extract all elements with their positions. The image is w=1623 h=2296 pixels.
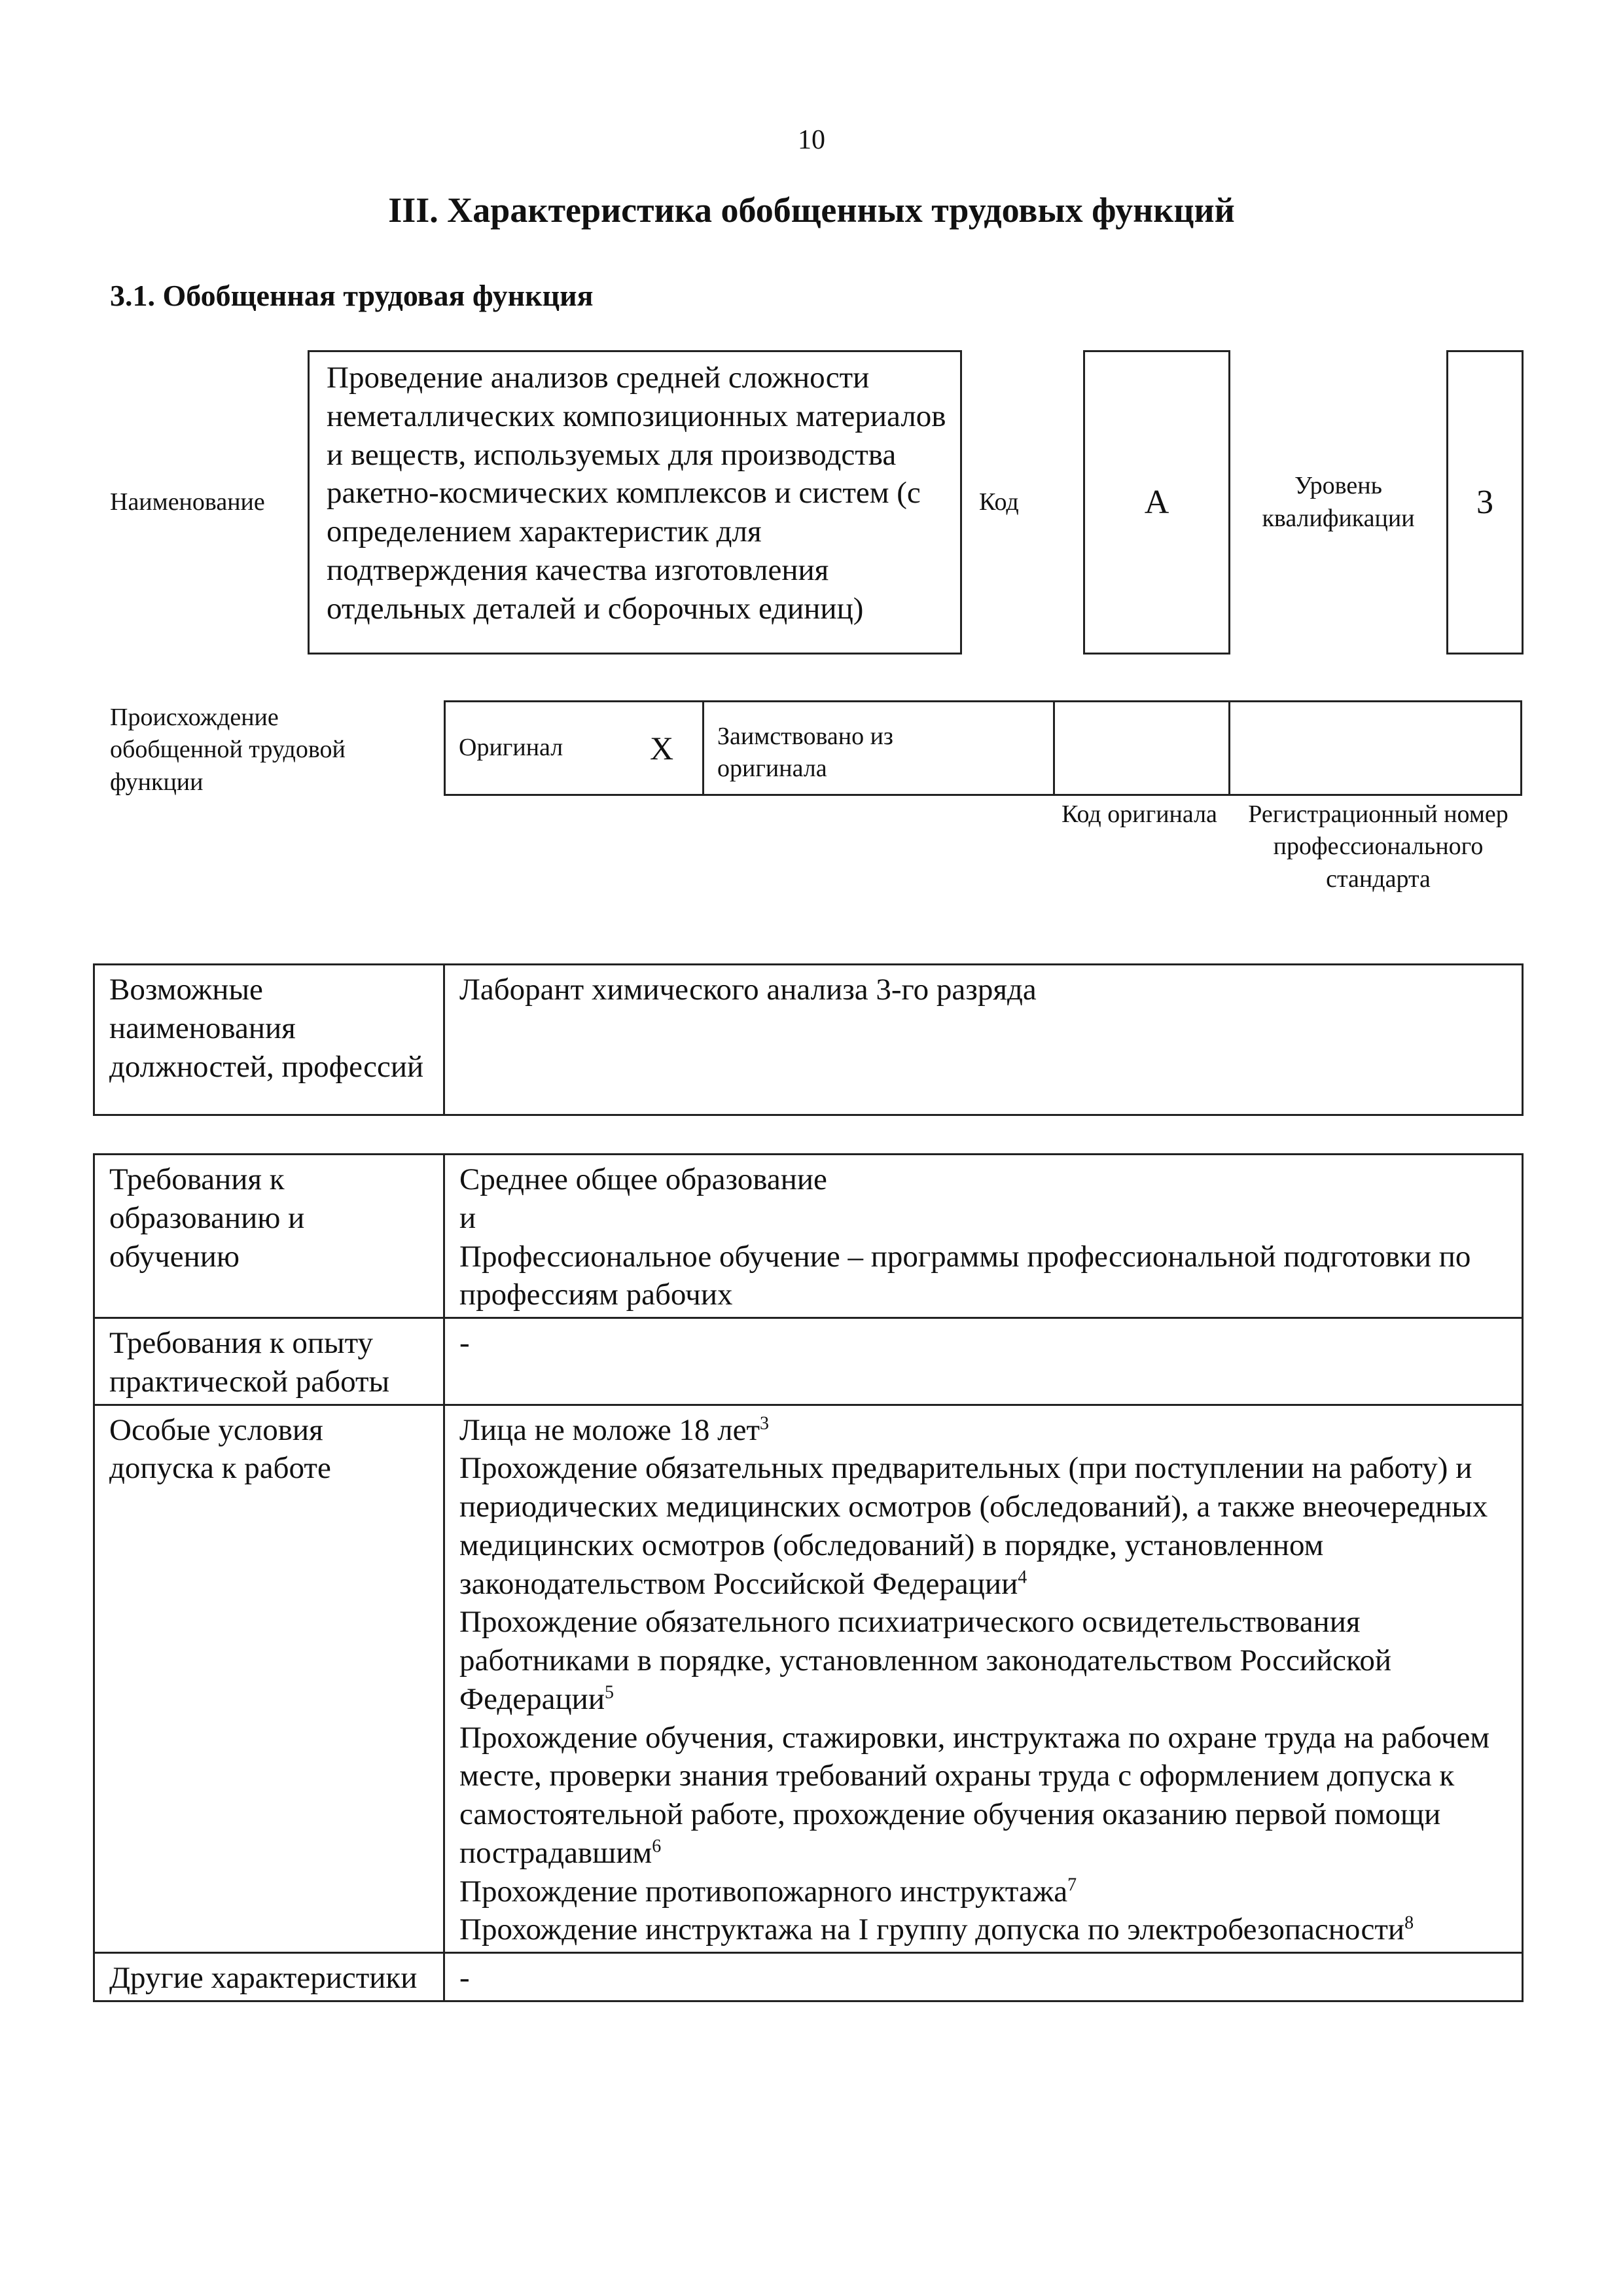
special-condition-item (459, 1910, 1508, 1949)
special-conditions-label: Особые условия допуска к работе (94, 1405, 444, 1953)
reg-number-caption: Регистрационный номер профессионального стандарта (1248, 800, 1508, 893)
code-value-box (1083, 350, 1230, 655)
other-characteristics-label: Другие характеристики (94, 1953, 444, 2001)
special-condition-text: Прохождение обязательных предварительных (при поступлении на работу) и периодических медицинских осмотров (обследований), а также внеочередных медицинских осмотров (обследований) в порядке, установленном законодательством Российской Федерации (459, 1451, 1488, 1601)
special-condition-item (459, 1603, 1508, 1718)
footnote-ref: 6 (652, 1836, 662, 1857)
education-line: Профессиональное обучение – программы профессиональной подготовки по профессиям рабочих (459, 1239, 1471, 1312)
table-row (94, 965, 1523, 1115)
subsection-title: 3.1. Обобщенная трудовая функция (110, 279, 594, 312)
origin-label: Происхождение обобщенной трудовой функции (110, 704, 346, 796)
function-name-label (110, 350, 306, 655)
table-row (94, 1953, 1523, 2001)
qualification-level-label (1240, 350, 1436, 655)
education-line: Среднее общее образование (459, 1162, 827, 1196)
original-mark: Х (649, 730, 674, 766)
table-row (94, 1405, 1523, 1953)
other-characteristics-value: - (444, 1953, 1523, 2001)
qualification-level-label-text: Уровень квалификации (1262, 472, 1415, 532)
origin-divider-3 (1228, 702, 1230, 794)
footnote-ref: 5 (604, 1682, 614, 1703)
special-condition-text: Прохождение инструктажа на I группу допуска по электробезопасности (459, 1912, 1405, 1947)
borrowed-label: Заимствовано из оригинала (717, 723, 893, 783)
table-row (94, 1155, 1523, 1318)
positions-table (93, 963, 1524, 1116)
special-condition-text: Прохождение обязательного психиатрического освидетельствования работниками в порядке, установленном законодательством Российской Федерации (459, 1605, 1392, 1716)
page-number: 10 (798, 125, 825, 155)
special-condition-text: Прохождение обучения, стажировки, инструктажа по охране труда на рабочем месте, проверки знания требований охраны труда с оформлением допуска к самостоятельной работе, прохождение обучения оказанию первой помощи пострадавшим (459, 1720, 1490, 1870)
footnote-ref: 8 (1404, 1912, 1414, 1933)
education-line: и (459, 1200, 476, 1235)
function-name-value: Проведение анализов средней сложности неметаллических композиционных материалов и веществ, используемых для производства ракетно-космических комплексов и систем (с определением характеристик для подтверждения качества изготовления отдельных деталей и сборочных единиц) (327, 361, 946, 626)
special-conditions-cell (444, 1405, 1523, 1953)
qualification-level-value: 3 (1476, 484, 1493, 521)
special-condition-text: Лица не моложе 18 лет (459, 1412, 760, 1447)
function-name-label-text: Наименование (110, 488, 265, 516)
experience-value: - (444, 1318, 1523, 1405)
special-condition-text: Прохождение противопожарного инструктажа (459, 1874, 1068, 1909)
special-condition-item (459, 1449, 1508, 1603)
special-condition-item (459, 1873, 1508, 1911)
footnote-ref: 7 (1067, 1874, 1077, 1895)
qualification-level-box (1446, 350, 1524, 655)
code-value: А (1144, 484, 1169, 521)
education-cell (444, 1155, 1523, 1318)
positions-label: Возможные наименования должностей, профессий (94, 965, 444, 1115)
origin-table (444, 700, 1522, 796)
code-label (979, 350, 1071, 655)
positions-value: Лаборант химического анализа 3-го разряда (444, 965, 1523, 1115)
requirements-table (93, 1153, 1524, 2002)
special-condition-item (459, 1411, 1508, 1450)
section-title: III. Характеристика обобщенных трудовых функций (388, 190, 1235, 230)
table-row (94, 1318, 1523, 1405)
footnote-ref: 4 (1018, 1566, 1027, 1587)
code-original-caption: Код оригинала (1061, 800, 1217, 828)
origin-divider-1 (702, 702, 704, 794)
origin-divider-2 (1053, 702, 1055, 794)
experience-label: Требования к опыту практической работы (94, 1318, 444, 1405)
special-condition-item (459, 1719, 1508, 1873)
footnote-ref: 3 (760, 1412, 770, 1433)
education-label: Требования к образованию и обучению (94, 1155, 444, 1318)
code-label-text: Код (979, 488, 1019, 516)
function-name-box (308, 350, 962, 655)
original-label: Оригинал (459, 734, 563, 762)
